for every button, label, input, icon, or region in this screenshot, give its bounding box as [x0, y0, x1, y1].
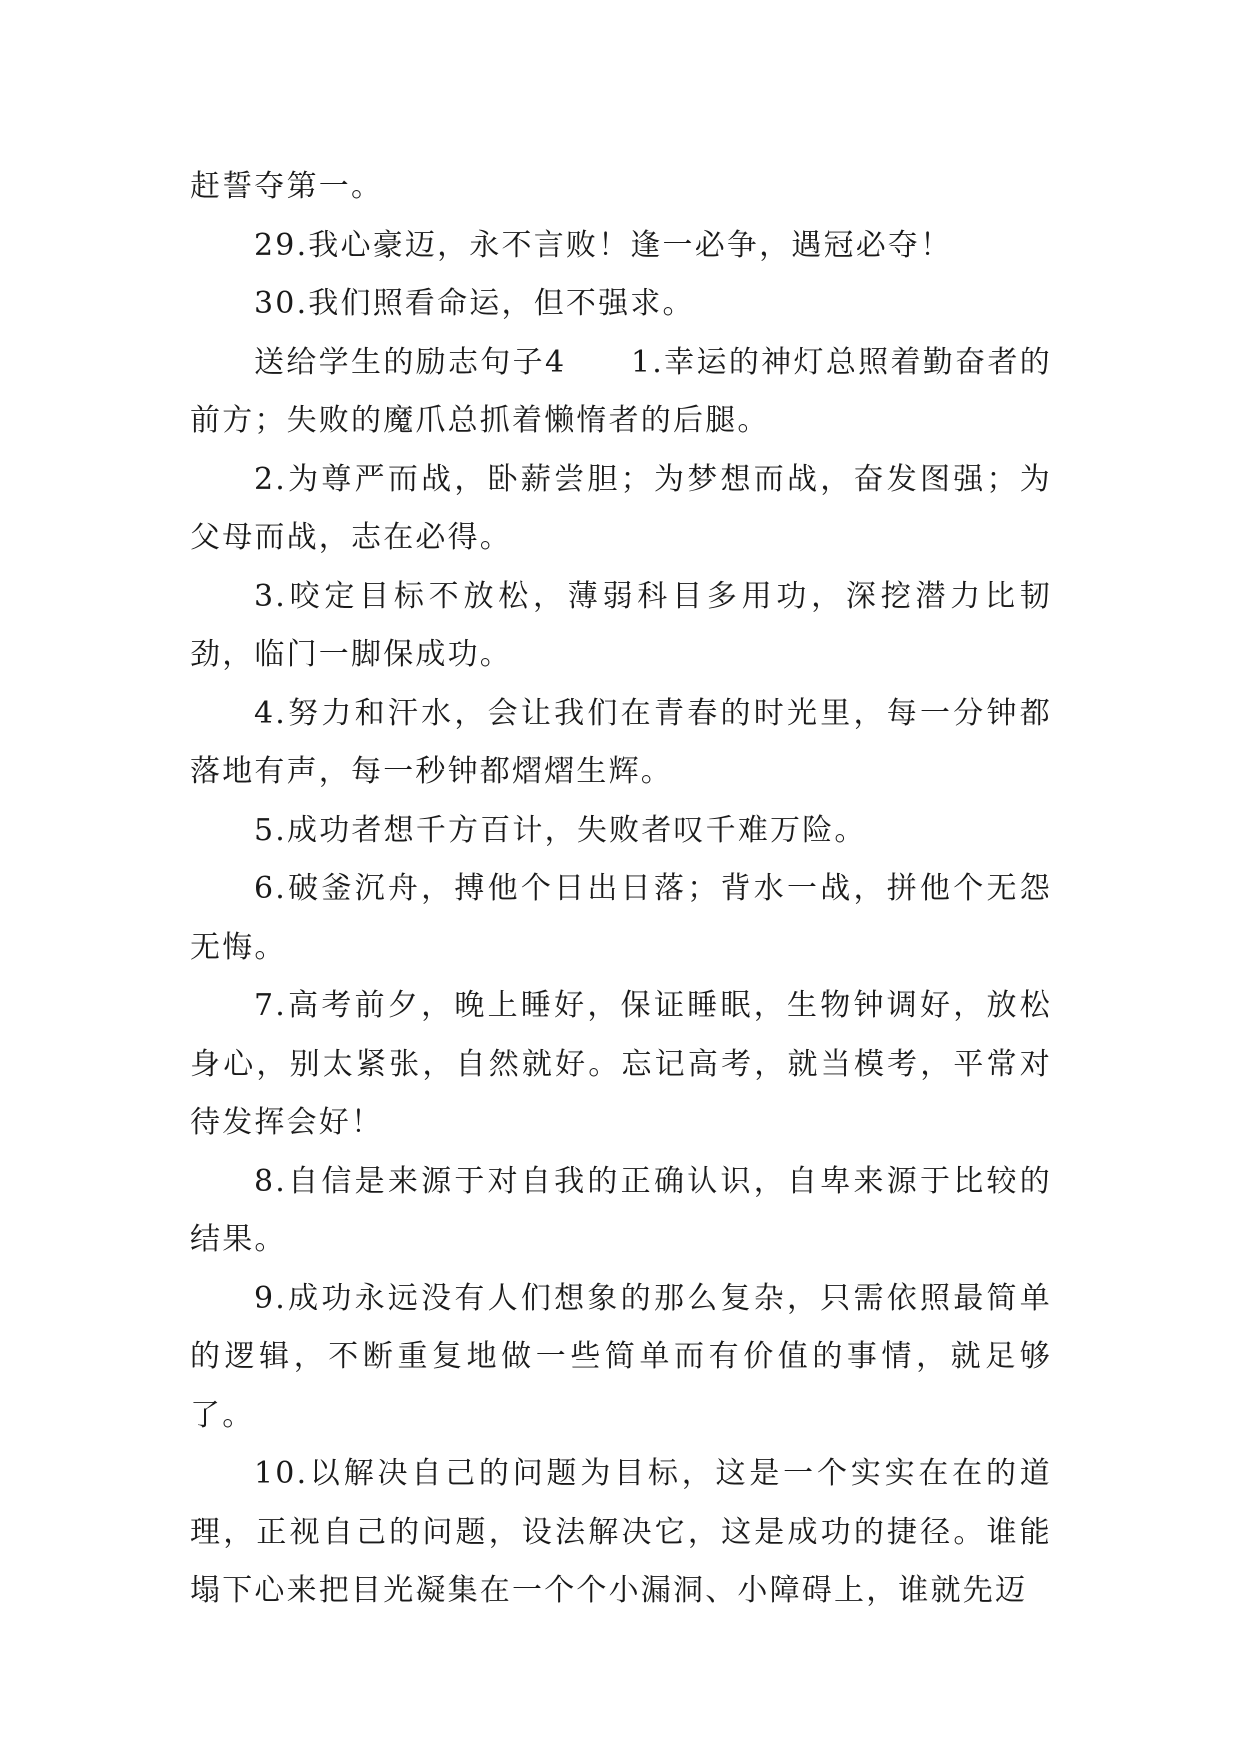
paragraph-item-6: 6.破釜沉舟，搏他个日出日落；背水一战，拼他个无怨无悔。: [190, 871, 1052, 965]
paragraph-item-30: 30.我们照看命运，但不强求。: [254, 286, 695, 321]
paragraph-item-8: 8.自信是来源于对自我的正确认识，自卑来源于比较的结果。: [190, 1163, 1052, 1257]
paragraph-item-3: 3.咬定目标不放松，薄弱科目多用功，深挖潜力比韧劲，临门一脚保成功。: [190, 578, 1052, 672]
paragraph-continuation: 赶誓夺第一。: [190, 169, 384, 204]
paragraph-item-5: 5.成功者想千方百计，失败者叹千难万险。: [254, 812, 867, 848]
paragraph-item-9: 9.成功永远没有人们想象的那么复杂，只需依照最简单的逻辑，不断重复地做一些简单而有价值的事情，就足够了。: [190, 1280, 1052, 1433]
paragraph-item-29: 29.我心豪迈，永不言败！逢一必争，遇冠必夺！: [254, 227, 953, 263]
document-body: [190, 158, 1052, 1621]
paragraph-item-2: 2.为尊严而战，卧薪尝胆；为梦想而战，奋发图强；为父母而战，志在必得。: [190, 461, 1052, 555]
paragraph-item-4: 4.努力和汗水，会让我们在青春的时光里，每一分钟都落地有声，每一秒钟都熠熠生辉。: [190, 695, 1052, 789]
paragraph-section-4-item-1: 送给学生的励志句子4 1.幸运的神灯总照着勤奋者的前方；失败的魔爪总抓着懒惰者的后腿。: [190, 344, 1052, 438]
paragraph-item-10: 10.以解决自己的问题为目标，这是一个实实在在的道理，正视自己的问题，设法解决它，这是成功的捷径。谁能塌下心来把目光凝集在一个个小漏洞、小障碍上，谁就先迈: [190, 1456, 1052, 1608]
paragraph-item-7: 7.高考前夕，晚上睡好，保证睡眠，生物钟调好，放松身心，别太紧张，自然就好。忘记高考，就当模考，平常对待发挥会好！: [190, 988, 1052, 1140]
